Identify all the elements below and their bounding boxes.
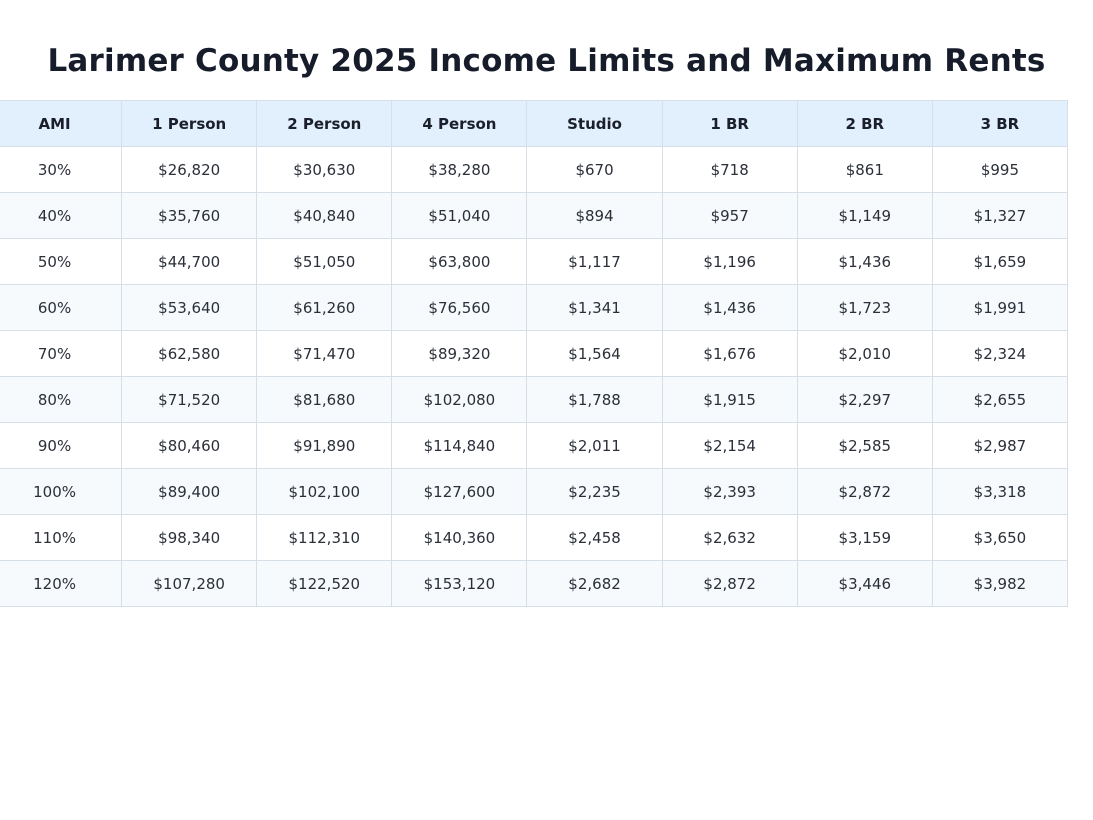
table-row [0,239,1068,285]
cell-1-person: $26,820 [122,147,257,193]
table-header-row [0,101,1068,147]
cell-2-person: $61,260 [257,285,392,331]
table-row [0,469,1068,515]
cell-1-br: $2,154 [662,423,797,469]
cell-ami: 50% [0,239,122,285]
cell-2-br: $3,446 [797,561,932,607]
header-3-br: 3 BR [932,101,1067,147]
cell-studio: $1,788 [527,377,662,423]
cell-4-person: $114,840 [392,423,527,469]
cell-studio: $1,117 [527,239,662,285]
income-limits-table [0,100,1068,607]
cell-4-person: $102,080 [392,377,527,423]
cell-1-br: $957 [662,193,797,239]
cell-ami: 80% [0,377,122,423]
header-1-person: 1 Person [122,101,257,147]
cell-2-br: $2,872 [797,469,932,515]
cell-3-br: $3,318 [932,469,1067,515]
cell-1-person: $98,340 [122,515,257,561]
cell-4-person: $63,800 [392,239,527,285]
cell-2-br: $861 [797,147,932,193]
cell-ami: 90% [0,423,122,469]
cell-1-person: $89,400 [122,469,257,515]
cell-3-br: $1,327 [932,193,1067,239]
cell-3-br: $3,982 [932,561,1067,607]
cell-3-br: $2,324 [932,331,1067,377]
cell-ami: 110% [0,515,122,561]
header-studio: Studio [527,101,662,147]
cell-ami: 70% [0,331,122,377]
cell-1-br: $1,676 [662,331,797,377]
header-2-person: 2 Person [257,101,392,147]
cell-ami: 30% [0,147,122,193]
cell-2-person: $30,630 [257,147,392,193]
table-row [0,561,1068,607]
header-ami: AMI [0,101,122,147]
cell-2-br: $2,010 [797,331,932,377]
cell-2-person: $112,310 [257,515,392,561]
cell-2-br: $1,149 [797,193,932,239]
cell-1-person: $53,640 [122,285,257,331]
cell-2-br: $1,723 [797,285,932,331]
cell-4-person: $140,360 [392,515,527,561]
cell-ami: 60% [0,285,122,331]
cell-1-br: $2,632 [662,515,797,561]
cell-ami: 100% [0,469,122,515]
table-row [0,285,1068,331]
table-row [0,147,1068,193]
cell-ami: 120% [0,561,122,607]
cell-1-br: $2,872 [662,561,797,607]
cell-2-person: $122,520 [257,561,392,607]
cell-2-person: $40,840 [257,193,392,239]
cell-3-br: $1,659 [932,239,1067,285]
cell-studio: $1,564 [527,331,662,377]
table-row [0,515,1068,561]
page-title: Larimer County 2025 Income Limits and Maximum Rents [47,42,1046,79]
cell-studio: $2,458 [527,515,662,561]
cell-4-person: $38,280 [392,147,527,193]
cell-studio: $2,011 [527,423,662,469]
cell-2-person: $81,680 [257,377,392,423]
cell-3-br: $2,655 [932,377,1067,423]
table-body [0,147,1068,607]
cell-1-br: $1,436 [662,285,797,331]
cell-1-br: $1,196 [662,239,797,285]
cell-3-br: $2,987 [932,423,1067,469]
cell-1-person: $71,520 [122,377,257,423]
cell-ami: 40% [0,193,122,239]
cell-studio: $670 [527,147,662,193]
cell-1-br: $2,393 [662,469,797,515]
cell-2-br: $2,585 [797,423,932,469]
cell-4-person: $89,320 [392,331,527,377]
cell-1-br: $1,915 [662,377,797,423]
cell-4-person: $76,560 [392,285,527,331]
cell-1-br: $718 [662,147,797,193]
cell-2-br: $3,159 [797,515,932,561]
cell-4-person: $153,120 [392,561,527,607]
cell-1-person: $44,700 [122,239,257,285]
cell-2-person: $51,050 [257,239,392,285]
table-row [0,193,1068,239]
header-1-br: 1 BR [662,101,797,147]
cell-4-person: $51,040 [392,193,527,239]
cell-studio: $1,341 [527,285,662,331]
cell-3-br: $3,650 [932,515,1067,561]
cell-4-person: $127,600 [392,469,527,515]
table-row [0,331,1068,377]
table-row [0,423,1068,469]
cell-2-br: $2,297 [797,377,932,423]
header-2-br: 2 BR [797,101,932,147]
table-row [0,377,1068,423]
cell-1-person: $107,280 [122,561,257,607]
cell-2-person: $71,470 [257,331,392,377]
cell-3-br: $995 [932,147,1067,193]
cell-3-br: $1,991 [932,285,1067,331]
cell-1-person: $35,760 [122,193,257,239]
cell-1-person: $62,580 [122,331,257,377]
cell-studio: $2,235 [527,469,662,515]
cell-2-person: $91,890 [257,423,392,469]
header-4-person: 4 Person [392,101,527,147]
cell-studio: $2,682 [527,561,662,607]
cell-2-br: $1,436 [797,239,932,285]
cell-1-person: $80,460 [122,423,257,469]
cell-2-person: $102,100 [257,469,392,515]
cell-studio: $894 [527,193,662,239]
